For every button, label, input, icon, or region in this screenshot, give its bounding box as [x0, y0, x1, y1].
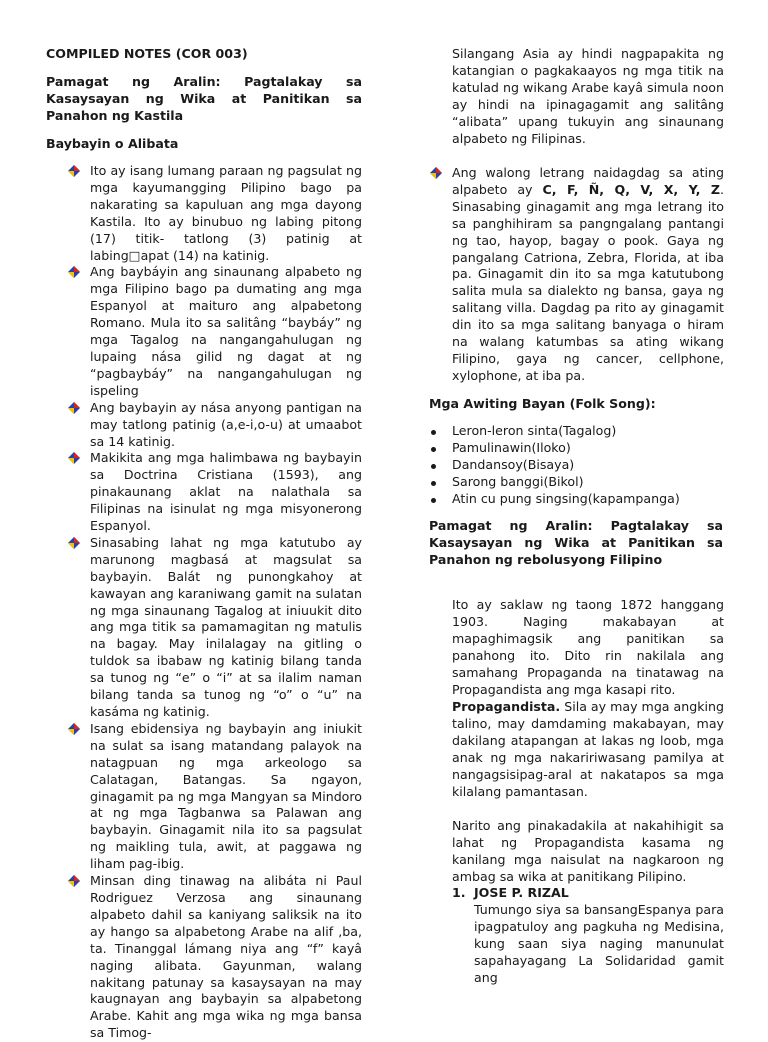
baybayin-bullet-list: [90, 163, 362, 1042]
aralin1-title: Pamagat ng Aralin: Pagtalakay sa Kasaysayan ng Wika at Panitikan sa Panahon ng Kastila: [46, 74, 362, 123]
diamond-bullet-icon: [68, 875, 80, 887]
propagandista-text: Sila ay may mga angking talino, may damdaming makabayan, may dakilang atapangan at lakas ng loob, mga anak ng mga nakaririwasang pamilya at nangagsisipag-aral at nakatapos sa mga kilalang pamantasan.: [452, 699, 724, 799]
bullet-text: Sinasabing lahat ng mga katutubo ay marunong magbasá at magsulat sa baybayin. Balát ng punongkahoy at kawayan ang karaniwang gamit na sulatan ng mga sinaunang Tagalog at iniuukit dito ang mga titik sa pamamagitan ng matulis na bagay. May inilalagay na gitling o tuldok sa ibabaw ng katinig bilang tanda sa tunog ng “e” o “i” at sa ilalim naman bilang tanda sa tunog ng “o” o “u” na kasáma ng katinig.: [90, 534, 362, 719]
list-item: Dandansoy(Bisaya): [452, 457, 724, 474]
list-item: Atin cu pung singsing(kapampanga): [452, 491, 724, 508]
list-item: [90, 873, 362, 1042]
added-letters: C, F, Ñ, Q, V, X, Y, Z: [542, 181, 720, 197]
bullet-text: Ito ay isang lumang paraan ng pagsulat ng mga kayumangging Pilipino bago pa nakarating sa kapuluan ang mga dayong Kastila. Ito ay binubuo ng labing pitong (17) titik- tatlong (3) patinig at labing□apat (14) na katinig.: [90, 163, 362, 263]
baybayin-heading: Baybayin o Alibata: [46, 136, 179, 151]
awiting-heading: Mga Awiting Bayan (Folk Song):: [429, 396, 656, 411]
compiled-title: COMPILED NOTES (COR 003): [46, 46, 248, 61]
bullet-text: Ang baybáyin ang sinaunang alpabeto ng mga Filipino bago pa dumating ang mga Espanyol at maituro ang alpabetong Romano. Mula ito sa salitâng “baybáy” ng mga Tagalog na nangangahulugan ng lupaing nása gilid ng dagat at ng “pagbaybáy” na nangangahulugan ng ispeling: [90, 264, 362, 398]
narito-paragraph: Narito ang pinakadakila at nakahihigit sa lahat ng Propagandista kasama ng kanilang mga naisulat na nagkaroon ng ambag sa wika at panitikang Pilipino.: [452, 818, 724, 884]
bullet-text: Minsan ding tinawag na alibáta ni Paul Rodriguez Verzosa ang sinaunang alpabeto dahil sa kaniyang saliksik na ito ay hango sa alpabetong Arabe na alif ,ba, ta. Tinanggal lámang niya ang “f” kayâ naging alibata. Gayunman, walang nakitang patunay sa kasaysayan na may kaugnayan ang baybayin sa alpabetong Arabe. Kahit ang mga wika ng mga bansa sa Timog-: [90, 873, 362, 1041]
diamond-bullet-icon: [68, 723, 80, 735]
list-item: [90, 450, 362, 535]
bullet-text: Isang ebidensiya ng baybayin ang iniukit na sulat sa isang matandang palayok na natagpuan ng mga arkeologo sa Calatagan, Batangas. Sa ngayon, ginagamit pa ng mga Mangyan sa Mindoro at ng mga Tagbanwa sa Palawan ang baybayin. Ginagamit nila ito sa pagsulat ng maikling tula, awit, at paggawa ng liham pag-ibig.: [90, 720, 362, 872]
diamond-bullet-icon: [68, 266, 80, 278]
folk-song-list: [452, 423, 724, 508]
diamond-bullet-icon: [430, 167, 442, 179]
list-item: [90, 535, 362, 721]
saklaw-paragraph: Ito ay saklaw ng taong 1872 hanggang 1903. Naging makabayan at mapaghimagsik ang panitikan sa panahong ito. Dito rin nakilala ang samahang Propaganda na tinatawag na Propagandista ang mga kasapi rito.: [452, 597, 724, 697]
rizal-number: 1.: [452, 885, 466, 900]
walong-pre: Ang walong letrang naidagdag sa ating alpabeto ay: [452, 165, 724, 197]
bullet-text: Makikita ang mga halimbawa ng baybayin sa Doctrina Cristiana (1593), ang pinakaunang aklat na nalathala sa Filipinas na isinulat ng mga misyonerong Espanyol.: [90, 450, 362, 534]
rizal-text: Tumungo siya sa bansangEspanya para ipagpatuloy ang pagkuha ng Medisina, kung saan siya naging manunulat sapahayagang La Solidaridad gamit ang: [474, 902, 724, 985]
list-item: [90, 163, 362, 264]
diamond-bullet-icon: [68, 165, 80, 177]
walong-post: . Sinasabing ginagamit ang mga letrang ito sa panghihiram sa pangngalang pantangi ng tao, hayop, bagay o pook. Gaya ng pangalang Catriona, Zebra, Florida, at iba pa. Ginagamit din ito sa mga katutubong salita mula sa dialekto ng bansa, gaya ng salitang villa. Dagdag pa rito ay ginagamit din ito sa mga salitang banyaga o hiram na walang katumbas sa ating wikang Filipino, gaya ng cancer, cellphone, xylophone, at iba pa.: [452, 181, 724, 383]
rizal-heading: [452, 885, 724, 902]
diamond-bullet-icon: [68, 452, 80, 464]
propagandista-paragraph: [452, 699, 724, 800]
list-item: [90, 264, 362, 399]
list-item: [90, 721, 362, 873]
list-item: Leron-leron sinta(Tagalog): [452, 423, 724, 440]
diamond-bullet-icon: [68, 402, 80, 414]
list-item: Pamulinawin(Iloko): [452, 440, 724, 457]
propagandista-term: Propagandista.: [452, 699, 561, 714]
continuation-paragraph: Silangang Asia ay hindi nagpapakita ng katangian o pagkakaayos ng mga titik na katulad ng wikang Arabe kayâ simula noon ay hindi na ipinagagamit ang salitâng “alibata” upang tukuyin ang sinaunang alpabeto ng Filipinas.: [452, 46, 724, 146]
diamond-bullet-icon: [68, 537, 80, 549]
list-item: [90, 400, 362, 451]
aralin2-title: Pamagat ng Aralin: Pagtalakay sa Kasaysayan ng Wika at Panitikan sa Panahon ng rebolusyong Filipino: [429, 518, 723, 567]
bullet-text: Ang baybayin ay nása anyong pantigan na may tatlong patinig (a,e-i,o-u) at umaabot sa 14 katinig.: [90, 399, 362, 449]
list-item: Sarong banggi(Bikol): [452, 474, 724, 491]
rizal-name: JOSE P. RIZAL: [474, 885, 569, 900]
walong-letra-item: [452, 165, 724, 385]
